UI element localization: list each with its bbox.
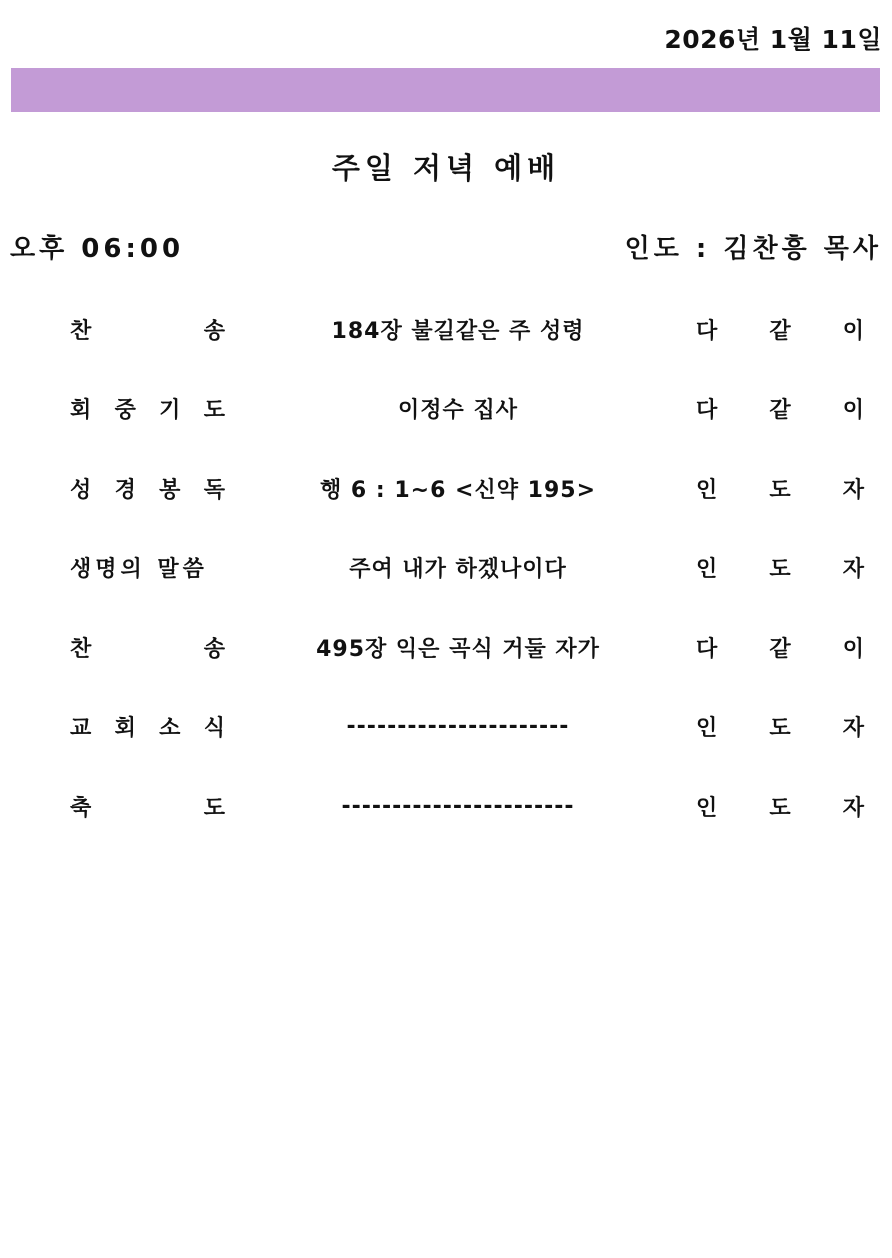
order-item-leader: 인 도 자 [696, 557, 864, 582]
order-row [0, 548, 892, 628]
order-item-label: 축 도 [70, 795, 225, 821]
order-of-worship [0, 309, 892, 866]
order-row [0, 389, 892, 469]
order-item-leader: 다 같 이 [696, 398, 864, 423]
order-item-content: 184장 불길같은 주 성령 [331, 318, 585, 344]
service-time: 오후 06:00 [10, 234, 185, 264]
order-item-leader: 다 같 이 [696, 636, 864, 662]
order-item-leader: 인 도 자 [696, 477, 864, 503]
order-row [0, 627, 892, 707]
order-item-label: 회 중 기 도 [70, 398, 225, 423]
service-title: 주일 저녁 예배 [331, 151, 561, 185]
order-item-leader: 인 도 자 [696, 716, 864, 741]
order-item-content: 이정수 집사 [398, 398, 518, 423]
service-leader: 인도 : 김찬흥 목사 [624, 234, 882, 264]
order-item-content: ----------------------- [341, 793, 575, 819]
order-item-leader: 다 같 이 [696, 318, 864, 344]
order-item-content: 행 6 : 1~6 <신약 195> [320, 477, 596, 503]
order-item-label: 생명의 말씀 [70, 557, 208, 582]
order-item-label: 교 회 소 식 [70, 716, 225, 741]
order-item-label: 찬 송 [70, 318, 225, 344]
order-item-label: 성 경 봉 독 [70, 477, 225, 503]
order-row [0, 786, 892, 866]
order-item-content: 주여 내가 하겠나이다 [349, 557, 567, 582]
order-row [0, 707, 892, 787]
service-date: 2026년 1월 11일 [664, 25, 882, 54]
order-item-label: 찬 송 [70, 636, 225, 662]
header-color-band [11, 68, 880, 112]
order-item-content: ---------------------- [346, 714, 570, 739]
order-row [0, 309, 892, 389]
order-item-content: 495장 익은 곡식 거둘 자가 [316, 636, 600, 662]
order-item-leader: 인 도 자 [696, 795, 864, 821]
order-row [0, 468, 892, 548]
